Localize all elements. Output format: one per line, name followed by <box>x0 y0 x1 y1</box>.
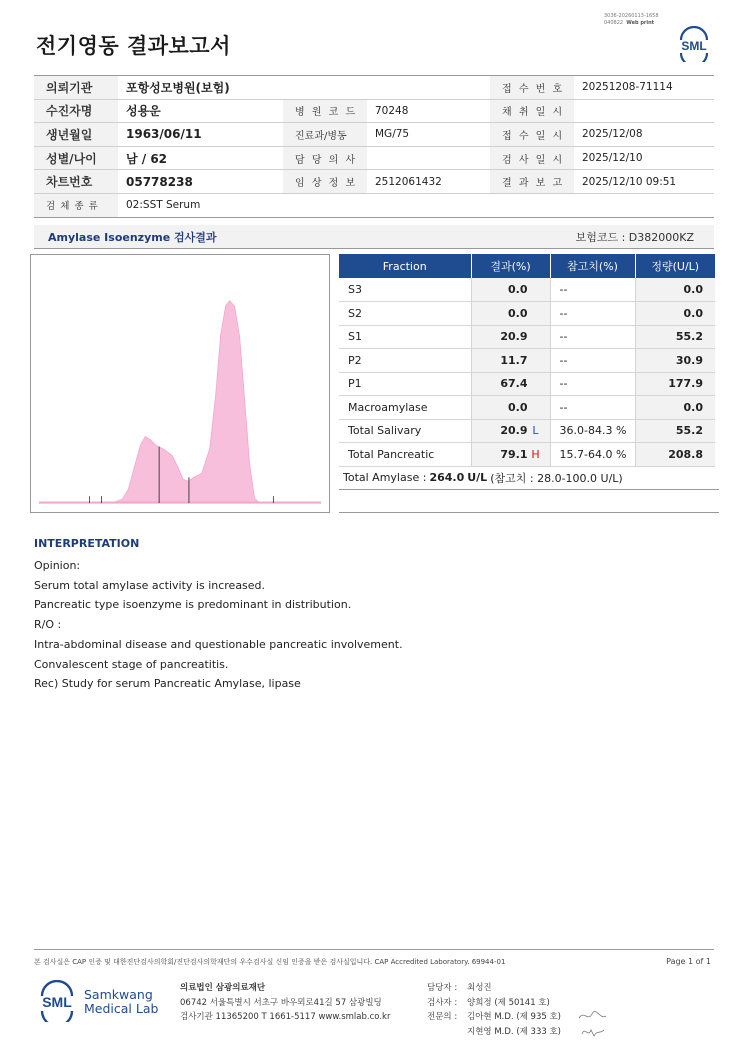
interpretation-line: R/O : <box>34 618 62 632</box>
result-value: 0.0 <box>508 400 528 414</box>
col-header-result: 결과(%) <box>471 254 550 278</box>
result-value: 67.4 <box>500 377 528 391</box>
info-value: 1963/06/11 <box>126 127 202 142</box>
info-value: 2025/12/10 09:51 <box>582 175 677 188</box>
staff-row <box>427 981 561 996</box>
fraction-reference: -- <box>550 396 635 420</box>
fraction-name: P1 <box>339 372 471 396</box>
brand-line1: Samkwang <box>84 987 153 1002</box>
total-amylase <box>339 466 719 490</box>
interpretation-line: Rec) Study for serum Pancreatic Amylase, lipase <box>34 677 301 691</box>
info-label: 검 사 일 시 <box>490 147 574 170</box>
info-value: 2512061432 <box>375 175 442 188</box>
result-value: 79.1 <box>500 447 528 461</box>
low-flag: L <box>532 424 539 438</box>
interpretation-section <box>34 537 714 694</box>
document-id-line2: 040822 <box>604 20 624 26</box>
result-section-header <box>34 225 714 249</box>
staff-role: 담당자 : <box>427 983 458 993</box>
table-row <box>339 302 715 326</box>
brand-line2: Medical Lab <box>84 1001 159 1016</box>
info-value: 성용운 <box>126 104 161 119</box>
fraction-result <box>471 349 550 373</box>
staff-row <box>427 996 561 1011</box>
fraction-name: Macroamylase <box>339 396 471 420</box>
info-label: 임 상 정 보 <box>283 170 367 193</box>
fraction-reference: 15.7-64.0 % <box>550 443 635 467</box>
interpretation-title: INTERPRETATION <box>34 537 140 550</box>
fraction-amount: 0.0 <box>635 396 715 420</box>
info-value: 05778238 <box>126 174 193 189</box>
fraction-reference: -- <box>550 325 635 349</box>
staff-name: 최성진 <box>467 983 492 993</box>
staff-name: 김아현 M.D. (제 935 호) <box>467 1012 562 1022</box>
table-row <box>339 419 715 443</box>
samkwang-logo-icon <box>36 980 78 1022</box>
info-value: 70248 <box>375 104 409 117</box>
info-label: 접 수 번 호 <box>490 76 574 99</box>
staff-name: 양희정 (제 50141 호) <box>467 997 550 1008</box>
insurance-code: 보험코드 : D382000KZ <box>575 230 694 244</box>
col-header-reference: 참고치(%) <box>550 254 635 278</box>
fraction-amount: 0.0 <box>635 302 715 326</box>
fraction-result <box>471 325 550 349</box>
info-label: 진료과/병동 <box>283 123 367 146</box>
info-value <box>367 147 490 170</box>
info-value: 포항성모병원(보험) <box>126 80 230 95</box>
result-value: 11.7 <box>500 353 528 367</box>
fraction-result <box>471 396 550 420</box>
fraction-reference: -- <box>550 372 635 396</box>
fraction-name: S1 <box>339 325 471 349</box>
high-flag: H <box>531 447 540 461</box>
address-line: 06742 서울특별시 서초구 바우뫼로41길 57 삼광빌딩 <box>180 997 382 1008</box>
specimen-label: 검 체 종 류 <box>34 194 118 217</box>
fraction-name: Total Salivary <box>339 419 471 443</box>
logo-text: SML <box>42 994 72 1010</box>
table-row <box>339 443 715 467</box>
fraction-result <box>471 302 550 326</box>
fraction-name: Total Pancreatic <box>339 443 471 467</box>
info-value: 2025/12/10 <box>582 152 643 165</box>
info-label: 차트번호 <box>34 170 118 193</box>
fraction-amount: 55.2 <box>635 419 715 443</box>
col-header-fraction: Fraction <box>339 254 471 278</box>
table-row <box>339 349 715 373</box>
fraction-name: P2 <box>339 349 471 373</box>
contact-line: 검사기관 11365200 T 1661-5117 www.smlab.co.kr <box>180 1012 391 1022</box>
fraction-reference: -- <box>550 349 635 373</box>
info-label: 수진자명 <box>34 100 118 123</box>
table-row <box>339 372 715 396</box>
info-value <box>574 100 714 123</box>
results-table <box>339 254 715 467</box>
fraction-amount: 0.0 <box>635 278 715 302</box>
interpretation-line: Opinion: <box>34 559 81 572</box>
info-value: 20251208-71114 <box>582 81 673 94</box>
page-title: 전기영동 결과보고서 <box>36 34 231 58</box>
fraction-result <box>471 443 550 467</box>
result-value: 0.0 <box>508 306 528 320</box>
staff-name: 지현영 M.D. (제 333 호) <box>467 1026 562 1037</box>
divider <box>339 512 719 513</box>
results-header-row <box>339 254 715 278</box>
patient-info-table <box>34 75 714 218</box>
table-row <box>339 325 715 349</box>
interpretation-line: Pancreatic type isoenzyme is predominant in distribution. <box>34 598 352 612</box>
info-label: 의뢰기관 <box>34 76 118 99</box>
total-label: Total Amylase : <box>343 471 427 484</box>
staff-role: 검사자 : <box>427 997 458 1008</box>
electropherogram <box>30 254 330 513</box>
sml-logo-icon <box>676 26 712 62</box>
fraction-amount: 177.9 <box>635 372 715 396</box>
page-number: Page 1 of 1 <box>666 957 711 966</box>
staff-role: 전문의 : <box>427 1012 458 1022</box>
info-label: 결 과 보 고 <box>490 170 574 193</box>
section-title: Amylase Isoenzyme 검사결과 <box>48 230 217 244</box>
result-value: 0.0 <box>508 283 528 296</box>
fraction-reference: -- <box>550 302 635 326</box>
info-label: 생년월일 <box>34 123 118 146</box>
electropherogram-curve <box>39 301 321 502</box>
electropherogram-svg <box>31 255 329 512</box>
document-id <box>604 13 659 27</box>
info-label: 병 원 코 드 <box>283 100 367 123</box>
col-header-amount: 정량(U/L) <box>635 254 715 278</box>
staff-list <box>427 981 561 1039</box>
info-value: 남 / 62 <box>126 151 168 166</box>
footer-divider <box>34 949 714 950</box>
info-row <box>34 100 714 124</box>
fraction-reference: -- <box>550 278 635 302</box>
total-value: 264.0 <box>429 471 465 484</box>
footer-address <box>180 981 390 1025</box>
fraction-name: S3 <box>339 278 471 302</box>
info-label: 채 취 일 시 <box>490 100 574 123</box>
info-value: MG/75 <box>375 128 410 141</box>
signature-icon <box>576 1008 610 1040</box>
info-row <box>34 170 714 194</box>
interpretation-line: Convalescent stage of pancreatitis. <box>34 657 229 671</box>
table-row <box>339 278 715 302</box>
staff-row <box>427 1010 561 1025</box>
logo-text: SML <box>681 39 707 53</box>
info-label: 접 수 일 시 <box>490 123 574 146</box>
accreditation-note: 본 검사실은 CAP 인증 및 대한진단검사의학회/진단검사의학재단의 우수검사실 신임 인증을 받은 검사실입니다. CAP Accredited Laboratory. 69944-01 <box>34 958 506 966</box>
info-value: 2025/12/08 <box>582 128 643 141</box>
info-label: 담 당 의 사 <box>283 147 367 170</box>
specimen-value: 02:SST Serum <box>126 199 201 212</box>
info-row <box>34 76 714 100</box>
fraction-reference: 36.0-84.3 % <box>550 419 635 443</box>
fraction-amount: 208.8 <box>635 443 715 467</box>
total-reference: (참고치 : 28.0-100.0 U/L) <box>490 471 623 485</box>
table-row <box>339 396 715 420</box>
document-id-line1: 3036-20260113-1658 <box>604 13 659 19</box>
staff-role <box>427 1025 467 1040</box>
result-value: 20.9 <box>500 424 528 438</box>
staff-row <box>427 1025 561 1040</box>
fraction-result <box>471 278 550 302</box>
total-unit: U/L <box>467 471 488 484</box>
interpretation-line: Intra-abdominal disease and questionable pancreatic involvement. <box>34 637 403 651</box>
result-value: 20.9 <box>500 330 528 344</box>
info-row <box>34 123 714 147</box>
info-row <box>34 194 714 218</box>
web-print-tag: Web print <box>626 20 655 26</box>
brand-name <box>84 988 158 1016</box>
interpretation-line: Serum total amylase activity is increased. <box>34 578 266 592</box>
fraction-result <box>471 419 550 443</box>
fraction-name: S2 <box>339 302 471 326</box>
organization-name: 의료법인 삼광의료재단 <box>180 983 266 993</box>
info-row <box>34 147 714 171</box>
info-label: 성별/나이 <box>34 147 118 170</box>
fraction-amount: 30.9 <box>635 349 715 373</box>
fraction-result <box>471 372 550 396</box>
fraction-amount: 55.2 <box>635 325 715 349</box>
